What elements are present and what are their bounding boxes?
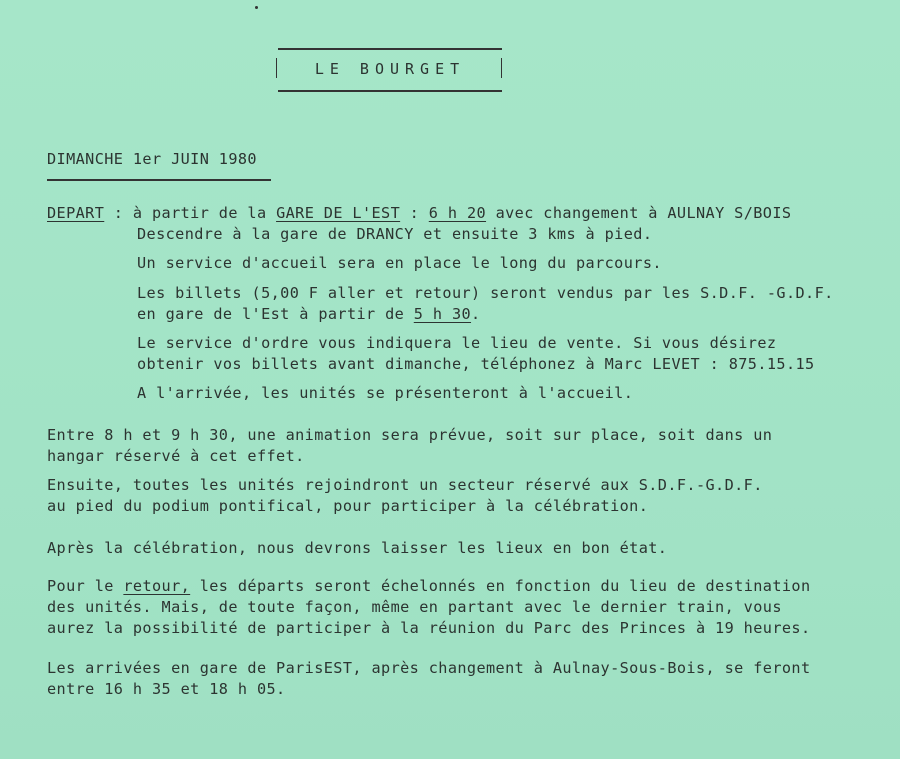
ink-dot bbox=[255, 6, 258, 9]
depart-line-1: DEPART : à partir de la GARE DE L'EST : 6 h 20 avec changement à AULNAY S/BOIS bbox=[47, 204, 792, 222]
paragraph-arrivees-line-2: entre 16 h 35 et 18 h 05. bbox=[47, 680, 286, 698]
paragraph-retour-line-1: Pour le retour, les départs seront échelonnés en fonction du lieu de destination bbox=[47, 577, 811, 595]
event-date: DIMANCHE 1er JUIN 1980 bbox=[47, 150, 257, 168]
depart-label: DEPART bbox=[47, 204, 105, 222]
ticket-time: 5 h 30 bbox=[413, 305, 472, 323]
depart-line-2: Descendre à la gare de DRANCY et ensuite 3 kms à pied. bbox=[137, 225, 653, 243]
document-title: LE BOURGET bbox=[314, 60, 466, 78]
paragraph-animation-line-2: hangar réservé à cet effet. bbox=[47, 447, 305, 465]
paragraph-arrivees-line-1: Les arrivées en gare de ParisEST, après changement à Aulnay-Sous-Bois, se feront bbox=[47, 659, 811, 677]
depart-line-5: en gare de l'Est à partir de 5 h 30. bbox=[137, 305, 481, 323]
date-underline bbox=[47, 179, 271, 181]
departure-time: 6 h 20 bbox=[428, 204, 487, 222]
paragraph-retour-line-2: des unités. Mais, de toute façon, même en partant avec le dernier train, vous bbox=[47, 598, 782, 616]
paragraph-animation-line-1: Entre 8 h et 9 h 30, une animation sera prévue, soit sur place, soit dans un bbox=[47, 426, 773, 444]
title-box bbox=[278, 48, 502, 92]
depart-line-3: Un service d'accueil sera en place le long du parcours. bbox=[137, 254, 662, 272]
retour-word: retour, bbox=[123, 577, 191, 595]
depart-line-6: Le service d'ordre vous indiquera le lieu de vente. Si vous désirez bbox=[137, 334, 777, 352]
depart-line-4: Les billets (5,00 F aller et retour) seront vendus par les S.D.F. -G.D.F. bbox=[137, 284, 834, 302]
paragraph-ensuite-line-2: au pied du podium pontifical, pour participer à la célébration. bbox=[47, 497, 649, 515]
station-name: GARE DE L'EST bbox=[276, 204, 401, 222]
depart-line-8: A l'arrivée, les unités se présenteront à l'accueil. bbox=[137, 384, 634, 402]
paragraph-ensuite-line-1: Ensuite, toutes les unités rejoindront un secteur réservé aux S.D.F.-G.D.F. bbox=[47, 476, 763, 494]
paragraph-retour-line-3: aurez la possibilité de participer à la réunion du Parc des Princes à 19 heures. bbox=[47, 619, 811, 637]
depart-line-7: obtenir vos billets avant dimanche, téléphonez à Marc LEVET : 875.15.15 bbox=[137, 355, 815, 373]
paragraph-apres: Après la célébration, nous devrons laisser les lieux en bon état. bbox=[47, 539, 668, 557]
